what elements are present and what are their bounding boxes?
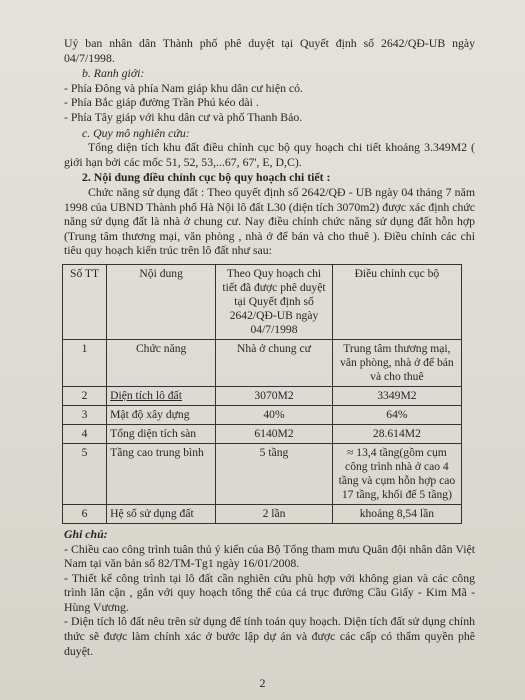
- cell-old: 3070M2: [216, 386, 333, 405]
- cell-old: 5 tầng: [216, 443, 333, 504]
- table-row: [63, 424, 462, 443]
- note-item: - Chiều cao công trình tuân thủ ý kiến của Bộ Tổng tham mưu Quân đội nhân dân Việt Nam tại văn bản số 82/TM-Tg1 ngày 16/01/2008.: [64, 541, 475, 571]
- boundaries-title: b. Ranh giới:: [82, 66, 145, 81]
- cell-new: 3349M2: [332, 386, 461, 405]
- cell-old: 6140M2: [216, 424, 333, 443]
- cell-new: 64%: [332, 405, 461, 424]
- cell-content: Mật độ xây dựng: [107, 405, 216, 424]
- page-number: 2: [259, 676, 266, 690]
- table-row: [63, 443, 462, 504]
- cell-content: Diện tích lô đất: [107, 386, 216, 405]
- header-content: Nội dung: [107, 264, 216, 339]
- cell-no: 4: [63, 424, 107, 443]
- boundary-item: - Phía Đông và phía Nam giáp khu dân cư hiện có.: [64, 80, 303, 95]
- cell-content: Hệ số sử dụng đất: [107, 504, 216, 523]
- cell-new: ≈ 13,4 tầng(gồm cụm công trình nhà ở cao 4 tầng và cụm hỗn hợp cao 17 tầng, khối đế 5 tầng): [332, 443, 461, 504]
- boundary-item: - Phía Bắc giáp đường Trần Phú kéo dài .: [64, 95, 259, 110]
- cell-content: Tầng cao trung bình: [107, 443, 216, 504]
- notes-title: Ghi chú:: [64, 526, 108, 541]
- table-row: [63, 405, 462, 424]
- table-row: [63, 386, 462, 405]
- cell-no: 5: [63, 443, 107, 504]
- cell-no: 1: [63, 339, 107, 386]
- scale-text: Tổng diện tích khu đất điều chỉnh cục bộ quy hoạch chi tiết khoảng 3.349M2 ( giới hạn bởi các mốc 51, 52, 53,...67, 67', E, D,C).: [64, 140, 475, 169]
- cell-no: 3: [63, 405, 107, 424]
- table-header-row: [63, 264, 462, 339]
- header-adjustment: Điều chỉnh cục bộ: [332, 264, 461, 339]
- cell-no: 2: [63, 386, 107, 405]
- intro-line: Uỷ ban nhân dân Thành phố phê duyệt tại Quyết định số 2642/QĐ-UB ngày 04/7/1998.: [64, 36, 475, 65]
- cell-content: Chức năng: [107, 339, 216, 386]
- boundary-item: - Phía Tây giáp với khu dân cư và phố Thanh Bảo.: [64, 109, 303, 124]
- header-old-plan: Theo Quy hoạch chi tiết đã được phê duyệt tại Quyết định số 2642/QĐ-UB ngày 04/7/1998: [216, 264, 333, 339]
- note-item: - Thiết kế công trình tại lô đất cần nghiên cứu phù hợp với không gian và các công trình lân cận , gắn với quy hoạch tổng thể của cả trục đường Cầu Giấy - Kim Mã - Hùng Vương.: [64, 570, 475, 614]
- table-row: [63, 339, 462, 386]
- section-heading: 2. Nội dung điều chỉnh cục bộ quy hoạch chi tiết :: [82, 170, 331, 185]
- table-row: [63, 504, 462, 523]
- cell-old: Nhà ở chung cư: [216, 339, 333, 386]
- section-paragraph: Chức năng sử dụng đất : Theo quyết định số 2642/QĐ - UB ngày 04 tháng 7 năm 1998 của UBND Thành phố Hà Nội lô đất L30 (diện tích 3070m2) được xác định chức năng sử dụng đất là nhà ở chung cư. Nay điều chỉnh chức năng sử dụng đất hỗn hợp (Trung tâm thương mại, văn phòng , nhà ở để bán và cho thuê ). Điều chỉnh các chỉ tiêu quy hoạch kiến trúc trên lô đất như sau:: [64, 184, 475, 258]
- cell-content: Tổng diện tích sàn: [107, 424, 216, 443]
- scale-title: c. Quy mô nghiên cứu:: [82, 125, 190, 140]
- cell-old: 2 lần: [216, 504, 333, 523]
- cell-old: 40%: [216, 405, 333, 424]
- header-no: Số TT: [63, 264, 107, 339]
- cell-new: 28.614M2: [332, 424, 461, 443]
- cell-new: Trung tâm thương mại, văn phòng, nhà ở để bán và cho thuê: [332, 339, 461, 386]
- note-item: - Diện tích lô đất nêu trên sử dụng để tính toán quy hoạch. Diện tích đất sử dụng chính thức sẽ được làm chính xác ở bước lập dự án và được các cấp có thẩm quyền phê duyệt.: [64, 614, 475, 658]
- cell-new: khoảng 8,54 lần: [332, 504, 461, 523]
- cell-no: 6: [63, 504, 107, 523]
- adjustment-table: [62, 264, 462, 524]
